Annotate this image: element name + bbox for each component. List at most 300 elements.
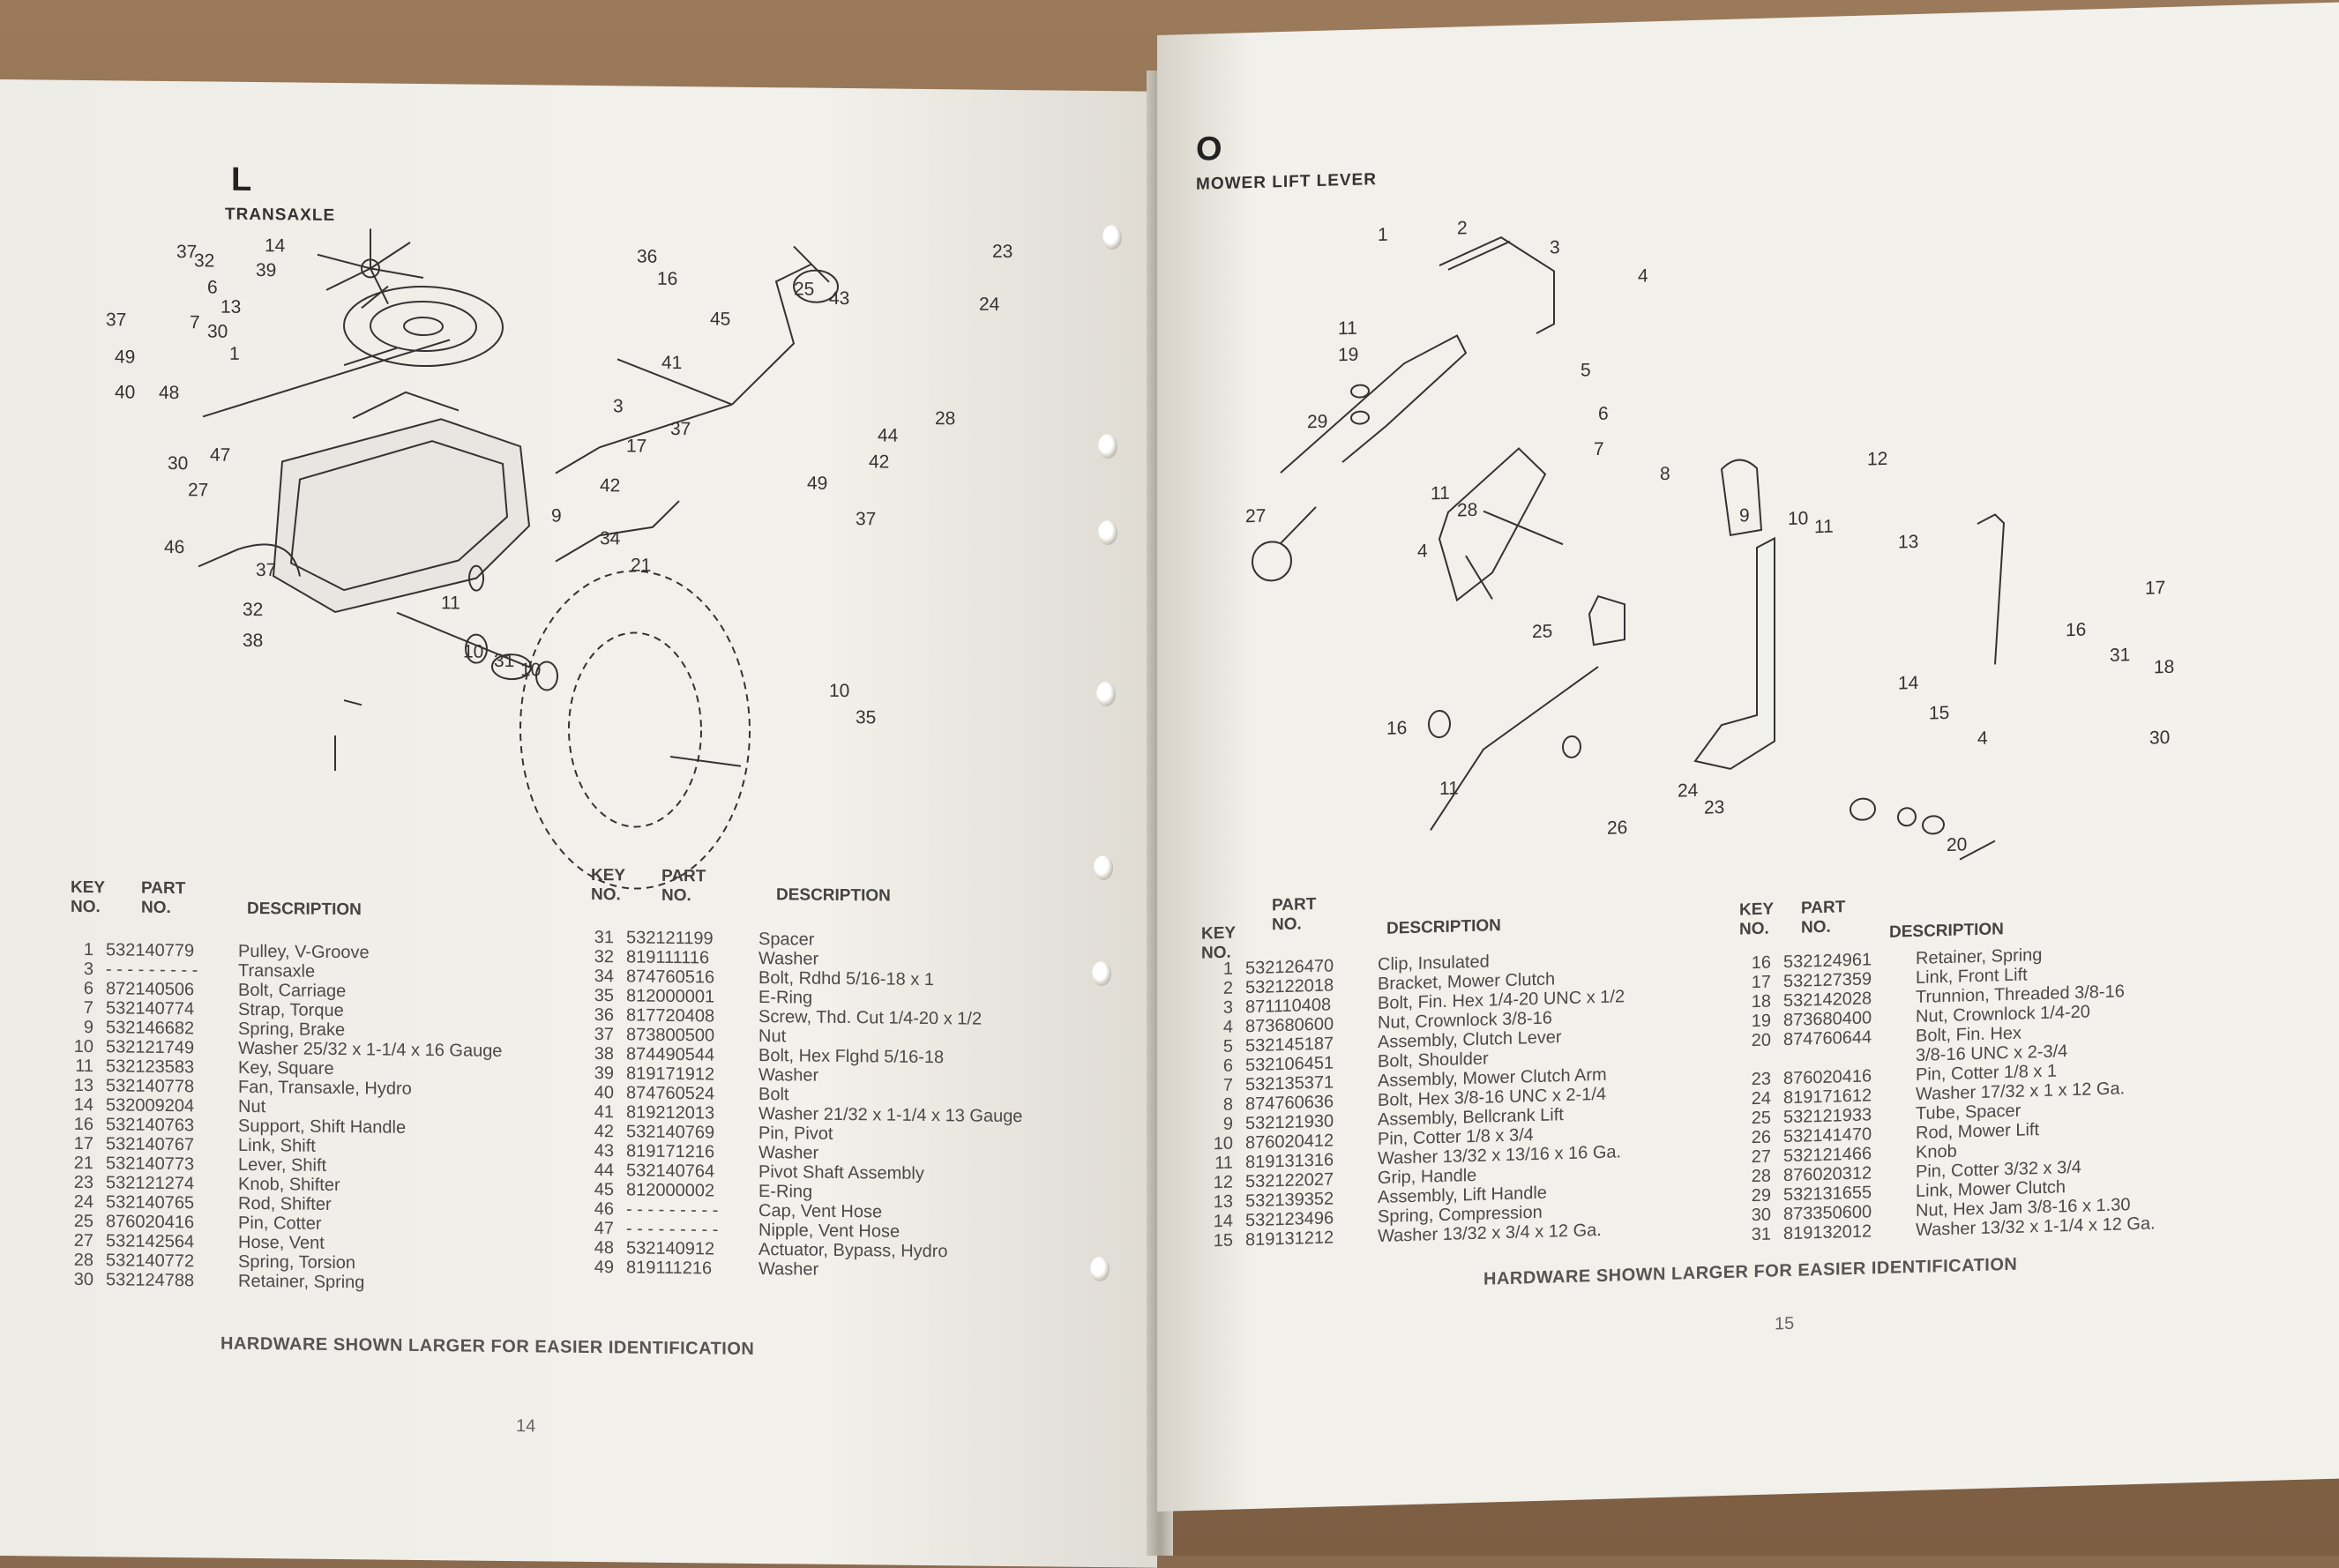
parts-part: 876020312 — [1783, 1163, 1872, 1186]
parts-description: Washer 13/32 x 1-1/4 x 12 Ga. — [1916, 1213, 2156, 1240]
parts-part: 532131655 — [1783, 1183, 1872, 1206]
parts-part: 812000001 — [626, 986, 715, 1007]
parts-key: 44 — [594, 1161, 614, 1181]
parts-row — [582, 928, 814, 950]
punch-hole — [1094, 855, 1113, 880]
header-key: KEY NO. — [1201, 923, 1236, 963]
callout: 38 — [243, 630, 264, 652]
callout: 45 — [710, 309, 731, 330]
callout: 18 — [2154, 656, 2175, 678]
parts-part: 871110408 — [1245, 995, 1332, 1018]
parts-part: 874760516 — [626, 967, 715, 988]
callout: 36 — [637, 246, 658, 267]
callout: 21 — [631, 555, 652, 576]
parts-part: 876020416 — [106, 1212, 195, 1233]
parts-key: 29 — [1751, 1185, 1771, 1206]
callout: 16 — [2066, 619, 2087, 641]
parts-part: - - - - - - - - - — [626, 1219, 719, 1240]
callout: 25 — [1532, 621, 1553, 643]
parts-table-right-col1 — [1201, 884, 1713, 1392]
callout: 49 — [115, 347, 136, 368]
section-letter: L — [231, 161, 252, 198]
parts-description: Nut, Crownlock 3/8-16 — [1378, 1008, 1552, 1034]
parts-table-left-col1 — [62, 878, 556, 1413]
parts-part: 532141470 — [1783, 1124, 1872, 1147]
parts-row — [582, 1064, 818, 1086]
parts-key: 20 — [1751, 1030, 1771, 1051]
parts-key: 31 — [1751, 1224, 1771, 1245]
parts-key: 17 — [73, 1133, 93, 1154]
header-description: DESCRIPTION — [247, 899, 362, 920]
parts-description: Washer — [758, 1065, 819, 1086]
callout: 24 — [1678, 780, 1699, 802]
callout: 10 — [829, 680, 850, 702]
callout: 28 — [935, 408, 956, 429]
parts-description: Cap, Vent Hose — [758, 1201, 883, 1222]
parts-part: 532140769 — [626, 1122, 715, 1143]
parts-part: 812000002 — [626, 1180, 715, 1201]
parts-part: 819111116 — [626, 947, 710, 968]
parts-row — [62, 1270, 364, 1293]
page-number: 14 — [516, 1416, 536, 1437]
parts-key: 7 — [83, 997, 93, 1019]
parts-description: Spring, Torsion — [238, 1251, 356, 1273]
callout: 15 — [1929, 702, 1950, 724]
callout: 37 — [176, 242, 198, 263]
parts-description: Washer 13/32 x 3/4 x 12 Ga. — [1378, 1220, 1602, 1247]
parts-part: 532140772 — [106, 1251, 195, 1272]
hardware-note: HARDWARE SHOWN LARGER FOR EASIER IDENTIFICATION — [1483, 1254, 2018, 1289]
parts-description: Assembly, Mower Clutch Arm — [1378, 1064, 1607, 1092]
parts-row — [62, 1095, 265, 1116]
parts-key: 15 — [1213, 1230, 1233, 1251]
callout: 20 — [1947, 834, 1968, 855]
parts-description: Knob — [1916, 1141, 1957, 1162]
parts-key: 19 — [1751, 1011, 1771, 1032]
parts-key: 16 — [1751, 952, 1771, 974]
parts-description: Clip, Insulated — [1378, 952, 1490, 975]
callout: 11 — [1814, 516, 1834, 538]
callout: 7 — [190, 312, 200, 333]
parts-part: 819131212 — [1245, 1228, 1334, 1251]
parts-description: Rod, Shifter — [238, 1193, 332, 1214]
parts-part: 532140763 — [106, 1115, 195, 1136]
callout: 30 — [168, 452, 189, 474]
punch-hole — [1096, 682, 1116, 706]
parts-part: - - - - - - - - - — [106, 959, 198, 981]
parts-key: 30 — [73, 1269, 93, 1290]
parts-description: Spring, Compression — [1378, 1202, 1543, 1228]
parts-row — [62, 1212, 321, 1234]
callout: 31 — [2110, 645, 2131, 666]
callout: 4 — [1638, 265, 1648, 287]
parts-key: 23 — [1751, 1069, 1771, 1090]
callout: 43 — [829, 287, 850, 310]
page-number: 15 — [1775, 1313, 1795, 1334]
parts-description: Actuator, Bypass, Hydro — [758, 1240, 948, 1262]
parts-key: 35 — [594, 986, 614, 1006]
parts-description: Transaxle — [238, 960, 316, 982]
parts-part: 532135371 — [1245, 1072, 1334, 1095]
parts-description: Nut, Hex Jam 3/8-16 x 1.30 — [1916, 1195, 2131, 1221]
parts-key: 17 — [1751, 972, 1771, 993]
callout: 10 — [520, 660, 542, 681]
parts-key: 49 — [594, 1258, 614, 1278]
parts-part: 532121930 — [1245, 1111, 1334, 1134]
parts-part: 819171912 — [626, 1064, 715, 1085]
parts-part: 874760644 — [1783, 1027, 1872, 1050]
callout: 25 — [794, 279, 815, 300]
callout: 42 — [869, 452, 890, 473]
parts-key: 37 — [594, 1025, 614, 1045]
parts-part: 532140779 — [106, 940, 195, 961]
parts-key — [1739, 1065, 1771, 1066]
parts-key: 9 — [1222, 1114, 1233, 1134]
parts-description: Bracket, Mower Clutch — [1378, 969, 1556, 995]
parts-key: 7 — [1222, 1075, 1233, 1095]
parts-description: Washer 21/32 x 1-1/4 x 13 Gauge — [758, 1104, 1023, 1127]
parts-description: Rod, Mower Lift — [1916, 1120, 2040, 1143]
parts-description: Nut — [758, 1027, 787, 1047]
parts-row — [582, 1180, 812, 1202]
callout: 47 — [210, 444, 231, 466]
callout: 16 — [1386, 718, 1408, 739]
callout: 6 — [1598, 403, 1609, 425]
callout: 9 — [551, 505, 562, 526]
callout: 11 — [1439, 778, 1459, 800]
callout: 3 — [1550, 237, 1560, 258]
parts-part: 532142028 — [1783, 989, 1872, 1012]
parts-key: 25 — [73, 1211, 93, 1232]
page-15 — [1157, 3, 2339, 1512]
parts-key: 14 — [1213, 1211, 1233, 1232]
parts-key: 13 — [1213, 1191, 1233, 1213]
parts-key: 24 — [1751, 1088, 1771, 1109]
parts-part: 532121274 — [106, 1173, 195, 1194]
callout: 32 — [194, 250, 215, 272]
parts-key: 31 — [594, 928, 614, 948]
header-description: DESCRIPTION — [776, 885, 891, 906]
parts-key: 11 — [1214, 1153, 1233, 1174]
parts-description: Retainer, Spring — [238, 1271, 365, 1293]
transaxle-exploded-diagram — [106, 235, 1129, 938]
callout: 14 — [265, 235, 286, 257]
parts-description: Bolt, Rdhd 5/16-18 x 1 — [758, 968, 935, 990]
parts-description: Trunnion, Threaded 3/8-16 — [1916, 982, 2125, 1007]
callout: 27 — [1245, 505, 1267, 527]
parts-description: Bolt, Fin. Hex — [1916, 1023, 2022, 1046]
parts-description: Pin, Cotter 1/8 x 3/4 — [1378, 1125, 1534, 1150]
parts-row — [582, 1258, 818, 1280]
hardware-note: HARDWARE SHOWN LARGER FOR EASIER IDENTIFICATION — [220, 1333, 755, 1359]
callout: 17 — [2145, 578, 2166, 599]
parts-key: 14 — [73, 1094, 93, 1116]
parts-part: 819131316 — [1245, 1150, 1334, 1173]
parts-description: Washer — [758, 1143, 819, 1163]
section-title: MOWER LIFT LEVER — [1196, 170, 1377, 194]
parts-description: Bolt, Fin. Hex 1/4-20 UNC x 1/2 — [1378, 987, 1625, 1014]
parts-row — [62, 959, 315, 982]
callout: 39 — [256, 260, 277, 281]
callout: 13 — [220, 296, 242, 317]
parts-key: 27 — [73, 1230, 93, 1251]
parts-description: Support, Shift Handle — [238, 1116, 407, 1138]
header-part: PART NO. — [1801, 898, 1846, 937]
parts-key: 1 — [83, 939, 93, 960]
callout: 6 — [207, 277, 218, 298]
parts-description: Nipple, Vent Hose — [758, 1221, 900, 1242]
punch-hole — [1098, 434, 1117, 459]
parts-part: 874490544 — [626, 1044, 715, 1065]
callout: 14 — [1898, 672, 1919, 694]
callout: 29 — [1307, 411, 1328, 433]
parts-key: 6 — [1222, 1056, 1233, 1076]
parts-part: 819171216 — [626, 1141, 715, 1162]
parts-description: Washer — [758, 949, 819, 969]
parts-part: 819111216 — [626, 1258, 713, 1279]
parts-part: 532121466 — [1783, 1144, 1872, 1167]
parts-key: 32 — [594, 947, 614, 967]
callout: 13 — [1898, 531, 1919, 553]
parts-part: 532106451 — [1245, 1053, 1334, 1076]
parts-key: 46 — [594, 1199, 614, 1220]
parts-key: 34 — [594, 967, 614, 987]
parts-part: 532127359 — [1783, 969, 1872, 992]
punch-hole — [1102, 225, 1122, 250]
callout: 37 — [256, 560, 277, 581]
callout: 42 — [600, 475, 621, 497]
parts-description: Hose, Vent — [238, 1232, 325, 1253]
parts-part: 532124961 — [1783, 950, 1872, 973]
punch-hole — [1092, 961, 1111, 986]
parts-description: E-Ring — [758, 988, 813, 1008]
parts-description: Assembly, Clutch Lever — [1378, 1027, 1562, 1053]
section-letter: O — [1196, 130, 1222, 168]
parts-key: 3 — [83, 959, 93, 980]
parts-key: 28 — [1751, 1166, 1771, 1187]
parts-row — [582, 1122, 833, 1144]
callout: 11 — [1431, 482, 1450, 504]
punch-hole — [1098, 520, 1117, 545]
parts-description: Knob, Shifter — [238, 1174, 340, 1196]
parts-key: 3 — [1222, 997, 1233, 1018]
parts-key: 42 — [594, 1122, 614, 1142]
parts-description: Pin, Cotter 1/8 x 1 — [1916, 1061, 2058, 1085]
parts-description: Pivot Shaft Assembly — [758, 1162, 924, 1183]
header-part: PART NO. — [1272, 894, 1317, 935]
parts-description: Link, Mower Clutch — [1916, 1177, 2066, 1201]
header-description: DESCRIPTION — [1386, 916, 1501, 938]
parts-row — [582, 1083, 788, 1104]
callout: 37 — [670, 418, 691, 440]
parts-description: Link, Shift — [238, 1135, 316, 1156]
parts-description: Strap, Torque — [238, 999, 344, 1021]
parts-part: 873680600 — [1245, 1014, 1334, 1037]
callout: 26 — [1607, 818, 1628, 839]
parts-key: 25 — [1751, 1108, 1771, 1129]
parts-table-right-col2 — [1739, 885, 2286, 1394]
parts-description: E-Ring — [758, 1182, 813, 1202]
parts-key: 4 — [1222, 1017, 1233, 1037]
parts-part: 872140506 — [106, 979, 195, 1000]
parts-description: Assembly, Lift Handle — [1378, 1183, 1547, 1208]
parts-part: 874760636 — [1245, 1092, 1334, 1115]
section-title: TRANSAXLE — [225, 205, 336, 225]
parts-key: 18 — [1751, 991, 1771, 1012]
parts-part: 819171612 — [1783, 1086, 1872, 1109]
parts-part: 532126470 — [1245, 956, 1334, 979]
parts-key: 16 — [73, 1114, 93, 1135]
parts-key: 9 — [83, 1017, 93, 1038]
header-key: KEY NO. — [1739, 900, 1774, 939]
page-14 — [0, 79, 1157, 1568]
parts-key: 10 — [1213, 1133, 1233, 1154]
parts-part: 876020412 — [1245, 1131, 1334, 1154]
mower-lift-lever-exploded-diagram — [1228, 162, 2286, 880]
callout: 35 — [856, 707, 877, 728]
parts-description: Nut, Crownlock 1/4-20 — [1916, 1002, 2090, 1027]
parts-row — [582, 1025, 786, 1046]
parts-key: 24 — [73, 1191, 93, 1213]
callout: 40 — [115, 382, 136, 403]
parts-key: 47 — [594, 1219, 614, 1239]
parts-part: - - - - - - - - - — [626, 1199, 719, 1221]
parts-description: Washer 13/32 x 13/16 x 16 Ga. — [1378, 1142, 1622, 1169]
callout: 11 — [1338, 317, 1357, 340]
parts-key: 41 — [594, 1102, 614, 1123]
parts-description: Bolt, Shoulder — [1378, 1049, 1489, 1072]
parts-key: 38 — [594, 1044, 614, 1064]
parts-part: 532140778 — [106, 1076, 195, 1097]
parts-description: Pulley, V-Groove — [238, 941, 370, 963]
callout: 10 — [1788, 508, 1809, 530]
header-part: PART NO. — [661, 866, 706, 906]
callout: 1 — [1378, 224, 1388, 246]
callout: 2 — [1457, 218, 1468, 239]
parts-row — [582, 986, 812, 1008]
parts-description: 3/8-16 UNC x 2-3/4 — [1916, 1042, 2068, 1065]
parts-key: 27 — [1751, 1146, 1771, 1168]
callout: 4 — [1977, 728, 1988, 750]
parts-part: 532121199 — [626, 928, 714, 949]
callout: 3 — [613, 396, 624, 417]
parts-key: 11 — [75, 1056, 93, 1077]
parts-part: 532122027 — [1245, 1169, 1334, 1192]
parts-key: 30 — [1751, 1205, 1771, 1226]
parts-key: 26 — [1751, 1127, 1771, 1148]
parts-part: 532142564 — [106, 1231, 195, 1252]
parts-description: Bolt — [758, 1085, 789, 1105]
parts-key: 48 — [594, 1238, 614, 1258]
parts-key: 45 — [594, 1180, 614, 1200]
header-description: DESCRIPTION — [1889, 920, 2004, 942]
parts-row — [62, 1192, 332, 1214]
parts-description: Fan, Transaxle, Hydro — [238, 1077, 412, 1099]
parts-description: Key, Square — [238, 1057, 334, 1079]
parts-description: Grip, Handle — [1378, 1165, 1477, 1189]
parts-row — [62, 1154, 326, 1176]
callout: 17 — [626, 436, 647, 457]
header-key: KEY NO. — [591, 866, 625, 905]
parts-key: 21 — [73, 1153, 93, 1174]
callout: 44 — [878, 425, 899, 446]
parts-part: 532009204 — [106, 1095, 195, 1116]
callout: 37 — [856, 509, 877, 530]
parts-key: 8 — [1222, 1094, 1233, 1115]
callout: 30 — [207, 321, 228, 342]
parts-part: 532123583 — [106, 1057, 195, 1078]
parts-key: 36 — [594, 1005, 614, 1026]
callout: 31 — [494, 650, 515, 672]
parts-part: 873680400 — [1783, 1008, 1872, 1031]
parts-part: 532140765 — [106, 1192, 195, 1213]
parts-part: 532140774 — [106, 998, 195, 1019]
callout: 9 — [1739, 505, 1750, 526]
parts-description: Lever, Shift — [238, 1154, 327, 1176]
callout: 4 — [1417, 541, 1428, 562]
callout: 1 — [229, 343, 240, 364]
callout: 49 — [807, 473, 828, 494]
parts-part: 532122018 — [1245, 975, 1334, 998]
parts-key: 6 — [83, 978, 93, 999]
parts-part: 876020416 — [1783, 1066, 1872, 1089]
parts-part: 532145187 — [1245, 1034, 1334, 1057]
parts-part: 819212013 — [626, 1102, 715, 1124]
parts-key: 43 — [594, 1141, 614, 1161]
parts-description: Nut — [238, 1096, 266, 1117]
parts-description: Spring, Brake — [238, 1019, 346, 1041]
parts-description: Assembly, Bellcrank Lift — [1378, 1105, 1564, 1131]
callout: 16 — [657, 268, 678, 290]
parts-description: Pin, Cotter — [238, 1213, 322, 1234]
callout: 34 — [600, 528, 621, 549]
parts-row — [582, 947, 818, 969]
parts-part: 532140912 — [626, 1238, 715, 1259]
callout: 12 — [1867, 448, 1888, 470]
callout: 10 — [463, 641, 484, 662]
parts-part: 873800500 — [626, 1025, 715, 1046]
parts-description: Washer 17/32 x 1 x 12 Ga. — [1916, 1079, 2126, 1104]
callout: 41 — [661, 352, 683, 374]
parts-part: 532121749 — [106, 1037, 195, 1058]
callout: 30 — [2149, 727, 2171, 749]
parts-part — [1783, 1061, 1916, 1064]
parts-description: Washer — [758, 1259, 819, 1280]
parts-part: 532139352 — [1245, 1189, 1334, 1212]
parts-description: Retainer, Spring — [1916, 945, 2043, 968]
parts-part: 532121933 — [1783, 1105, 1872, 1128]
callout: 8 — [1660, 463, 1670, 485]
parts-part: 532140767 — [106, 1134, 195, 1155]
parts-key: 5 — [1222, 1036, 1233, 1057]
punch-hole — [1090, 1257, 1110, 1281]
callout: 24 — [979, 294, 1000, 315]
parts-key: 28 — [73, 1250, 93, 1271]
parts-row — [62, 1134, 316, 1156]
callout: 28 — [1457, 499, 1478, 521]
parts-row — [582, 1141, 818, 1163]
parts-description: Pin, Pivot — [758, 1124, 833, 1144]
parts-description: Link, Front Lift — [1916, 965, 2028, 988]
callout: 23 — [992, 241, 1013, 263]
parts-part: 532123496 — [1245, 1208, 1334, 1231]
callout: 5 — [1581, 360, 1591, 381]
parts-table-left-col2 — [582, 866, 1129, 1400]
parts-description: Bolt, Carriage — [238, 980, 347, 1002]
callout: 11 — [441, 593, 460, 614]
parts-part: 817720408 — [626, 1005, 715, 1027]
callout: 19 — [1338, 344, 1359, 366]
